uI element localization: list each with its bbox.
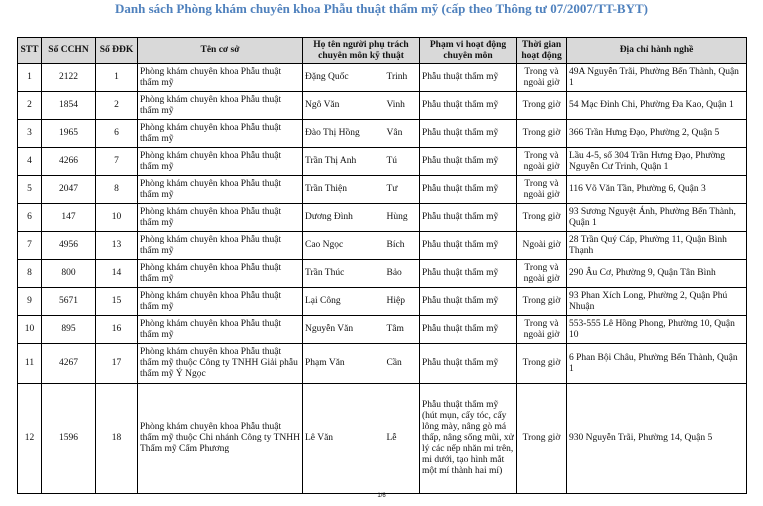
cell-scope: Phẫu thuật thẩm mỹ — [420, 120, 517, 148]
cell-address: 930 Nguyễn Trãi, Phường 14, Quận 5 — [567, 384, 747, 494]
cell-scope: Phẫu thuật thẩm mỹ — [420, 204, 517, 232]
cell-address: 93 Sương Nguyệt Ánh, Phường Bến Thành, Quận 1 — [567, 204, 747, 232]
cell-cchn: 800 — [42, 260, 96, 288]
cell-address: 28 Trần Quý Cáp, Phường 11, Quận Bình Thạnh — [567, 232, 747, 260]
cell-address: 290 Âu Cơ, Phường 9, Quận Tân Bình — [567, 260, 747, 288]
cell-hours: Trong và ngoài giờ — [517, 260, 567, 288]
cell-cchn: 147 — [42, 204, 96, 232]
cell-cchn: 2047 — [42, 176, 96, 204]
header-row — [18, 38, 747, 64]
cell-facility: Phòng khám chuyên khoa Phẫu thuật thẩm mỹ — [138, 232, 303, 260]
header-ddk: Số ĐĐK — [96, 38, 138, 64]
table-row — [18, 176, 747, 204]
document-title: Danh sách Phòng khám chuyên khoa Phẫu thuật thẩm mỹ (cấp theo Thông tư 07/2007/TT-BYT) — [115, 1, 648, 16]
cell-surname: Cao Ngọc — [303, 232, 385, 260]
cell-hours: Trong và ngoài giờ — [517, 176, 567, 204]
cell-stt: 4 — [18, 148, 42, 176]
cell-address: 366 Trần Hưng Đạo, Phường 2, Quận 5 — [567, 120, 747, 148]
cell-cchn: 2122 — [42, 64, 96, 92]
cell-surname: Nguyễn Văn — [303, 316, 385, 344]
cell-hours: Trong và ngoài giờ — [517, 148, 567, 176]
cell-cchn: 1596 — [42, 384, 96, 494]
cell-cchn: 4956 — [42, 232, 96, 260]
cell-facility: Phòng khám chuyên khoa Phẫu thuật thẩm mỹ thuộc Chi nhánh Công ty TNHH Thẩm mỹ Cẩm Phương — [138, 384, 303, 494]
cell-facility: Phòng khám chuyên khoa Phẫu thuật thẩm mỹ — [138, 288, 303, 316]
cell-hours: Trong giờ — [517, 288, 567, 316]
header-stt: STT — [18, 38, 42, 64]
cell-facility: Phòng khám chuyên khoa Phẫu thuật thẩm mỹ — [138, 176, 303, 204]
table-row — [18, 204, 747, 232]
table-row — [18, 148, 747, 176]
cell-ddk: 6 — [96, 120, 138, 148]
cell-facility: Phòng khám chuyên khoa Phẫu thuật thẩm mỹ — [138, 148, 303, 176]
cell-ddk: 14 — [96, 260, 138, 288]
cell-scope: Phẫu thuật thẩm mỹ — [420, 288, 517, 316]
table-row — [18, 344, 747, 384]
cell-surname: Đào Thị Hồng — [303, 120, 385, 148]
cell-cchn: 4266 — [42, 148, 96, 176]
cell-stt: 3 — [18, 120, 42, 148]
header-person: Họ tên người phụ trách chuyên môn kỹ thuật — [303, 38, 420, 64]
cell-scope: Phẫu thuật thẩm mỹ — [420, 260, 517, 288]
cell-scope: Phẫu thuật thẩm mỹ — [420, 92, 517, 120]
cell-cchn: 1965 — [42, 120, 96, 148]
table-row — [18, 316, 747, 344]
cell-stt: 12 — [18, 384, 42, 494]
cell-given-name: Hiệp — [385, 288, 420, 316]
cell-stt: 1 — [18, 64, 42, 92]
cell-address: 49A Nguyễn Trãi, Phường Bến Thành, Quận 1 — [567, 64, 747, 92]
cell-facility: Phòng khám chuyên khoa Phẫu thuật thẩm mỹ — [138, 92, 303, 120]
header-hours: Thời gian hoạt động — [517, 38, 567, 64]
cell-hours: Trong giờ — [517, 120, 567, 148]
cell-cchn: 5671 — [42, 288, 96, 316]
table-row — [18, 120, 747, 148]
cell-hours: Ngoài giờ — [517, 232, 567, 260]
cell-surname: Trần Thị Anh — [303, 148, 385, 176]
cell-scope: Phẫu thuật thẩm mỹ — [420, 148, 517, 176]
cell-hours: Trong giờ — [517, 204, 567, 232]
cell-ddk: 2 — [96, 92, 138, 120]
cell-cchn: 895 — [42, 316, 96, 344]
cell-address: 116 Võ Văn Tần, Phường 6, Quận 3 — [567, 176, 747, 204]
cell-hours: Trong và ngoài giờ — [517, 316, 567, 344]
cell-stt: 7 — [18, 232, 42, 260]
table-row — [18, 92, 747, 120]
cell-ddk: 7 — [96, 148, 138, 176]
cell-surname: Lại Công — [303, 288, 385, 316]
cell-hours: Trong và ngoài giờ — [517, 64, 567, 92]
cell-address: 553-555 Lê Hồng Phong, Phường 10, Quận 10 — [567, 316, 747, 344]
cell-ddk: 10 — [96, 204, 138, 232]
cell-given-name: Tú — [385, 148, 420, 176]
cell-facility: Phòng khám chuyên khoa Phẫu thuật thẩm mỹ thuộc Công ty TNHH Giải phẫu thẩm mỹ Ý Ngọc — [138, 344, 303, 384]
cell-facility: Phòng khám chuyên khoa Phẫu thuật thẩm mỹ — [138, 204, 303, 232]
cell-address: 6 Phan Bội Châu, Phường Bến Thành, Quận 1 — [567, 344, 747, 384]
cell-hours: Trong giờ — [517, 92, 567, 120]
cell-stt: 10 — [18, 316, 42, 344]
cell-scope: Phẫu thuật thẩm mỹ — [420, 344, 517, 384]
cell-given-name: Tư — [385, 176, 420, 204]
table-row — [18, 288, 747, 316]
cell-given-name: Tâm — [385, 316, 420, 344]
cell-ddk: 8 — [96, 176, 138, 204]
cell-facility: Phòng khám chuyên khoa Phẫu thuật thẩm mỹ — [138, 260, 303, 288]
cell-cchn: 1854 — [42, 92, 96, 120]
cell-address: Lầu 4-5, số 304 Trần Hưng Đạo, Phường Nguyễn Cư Trinh, Quận 1 — [567, 148, 747, 176]
header-facility: Tên cơ sở — [138, 38, 303, 64]
cell-cchn: 4267 — [42, 344, 96, 384]
cell-ddk: 16 — [96, 316, 138, 344]
header-address: Địa chỉ hành nghề — [567, 38, 747, 64]
cell-hours: Trong giờ — [517, 384, 567, 494]
cell-ddk: 1 — [96, 64, 138, 92]
cell-scope: Phẫu thuật thẩm mỹ (hút mụn, cấy tóc, cấy lông mày, nâng gò má thấp, nâng sống mũi, xử lý các nếp nhăn mi trên, mi dưới, tạo hình mắt một mí thành hai mí) — [420, 384, 517, 494]
cell-given-name: Bảo — [385, 260, 420, 288]
cell-given-name: Cần — [385, 344, 420, 384]
cell-ddk: 15 — [96, 288, 138, 316]
cell-ddk: 13 — [96, 232, 138, 260]
cell-address: 54 Mạc Đỉnh Chi, Phường Đa Kao, Quận 1 — [567, 92, 747, 120]
cell-scope: Phẫu thuật thẩm mỹ — [420, 64, 517, 92]
cell-surname: Trần Thiện — [303, 176, 385, 204]
header-cchn: Số CCHN — [42, 38, 96, 64]
cell-surname: Phạm Văn — [303, 344, 385, 384]
cell-given-name: Bích — [385, 232, 420, 260]
cell-hours: Trong giờ — [517, 344, 567, 384]
cell-stt: 11 — [18, 344, 42, 384]
cell-surname: Trần Thúc — [303, 260, 385, 288]
cell-surname: Ngô Văn — [303, 92, 385, 120]
cell-address: 93 Phan Xích Long, Phường 2, Quận Phú Nhuận — [567, 288, 747, 316]
cell-given-name: Trinh — [385, 64, 420, 92]
cell-surname: Dương Đình — [303, 204, 385, 232]
cell-given-name: Vân — [385, 120, 420, 148]
cell-stt: 2 — [18, 92, 42, 120]
cell-given-name: Lễ — [385, 384, 420, 494]
table-row — [18, 64, 747, 92]
table-row — [18, 384, 747, 494]
cell-scope: Phẫu thuật thẩm mỹ — [420, 176, 517, 204]
cell-stt: 8 — [18, 260, 42, 288]
cell-facility: Phòng khám chuyên khoa Phẫu thuật thẩm mỹ — [138, 316, 303, 344]
cell-stt: 9 — [18, 288, 42, 316]
cell-surname: Lê Văn — [303, 384, 385, 494]
page-number: 1/6 — [377, 493, 386, 499]
cell-stt: 5 — [18, 176, 42, 204]
clinic-table — [17, 37, 747, 494]
cell-facility: Phòng khám chuyên khoa Phẫu thuật thẩm mỹ — [138, 64, 303, 92]
cell-stt: 6 — [18, 204, 42, 232]
header-scope: Phạm vi hoạt động chuyên môn — [420, 38, 517, 64]
cell-given-name: Vinh — [385, 92, 420, 120]
cell-surname: Đặng Quốc — [303, 64, 385, 92]
table-row — [18, 232, 747, 260]
cell-scope: Phẫu thuật thẩm mỹ — [420, 232, 517, 260]
cell-facility: Phòng khám chuyên khoa Phẫu thuật thẩm mỹ — [138, 120, 303, 148]
table-row — [18, 260, 747, 288]
cell-ddk: 18 — [96, 384, 138, 494]
cell-given-name: Hùng — [385, 204, 420, 232]
cell-scope: Phẫu thuật thẩm mỹ — [420, 316, 517, 344]
cell-ddk: 17 — [96, 344, 138, 384]
